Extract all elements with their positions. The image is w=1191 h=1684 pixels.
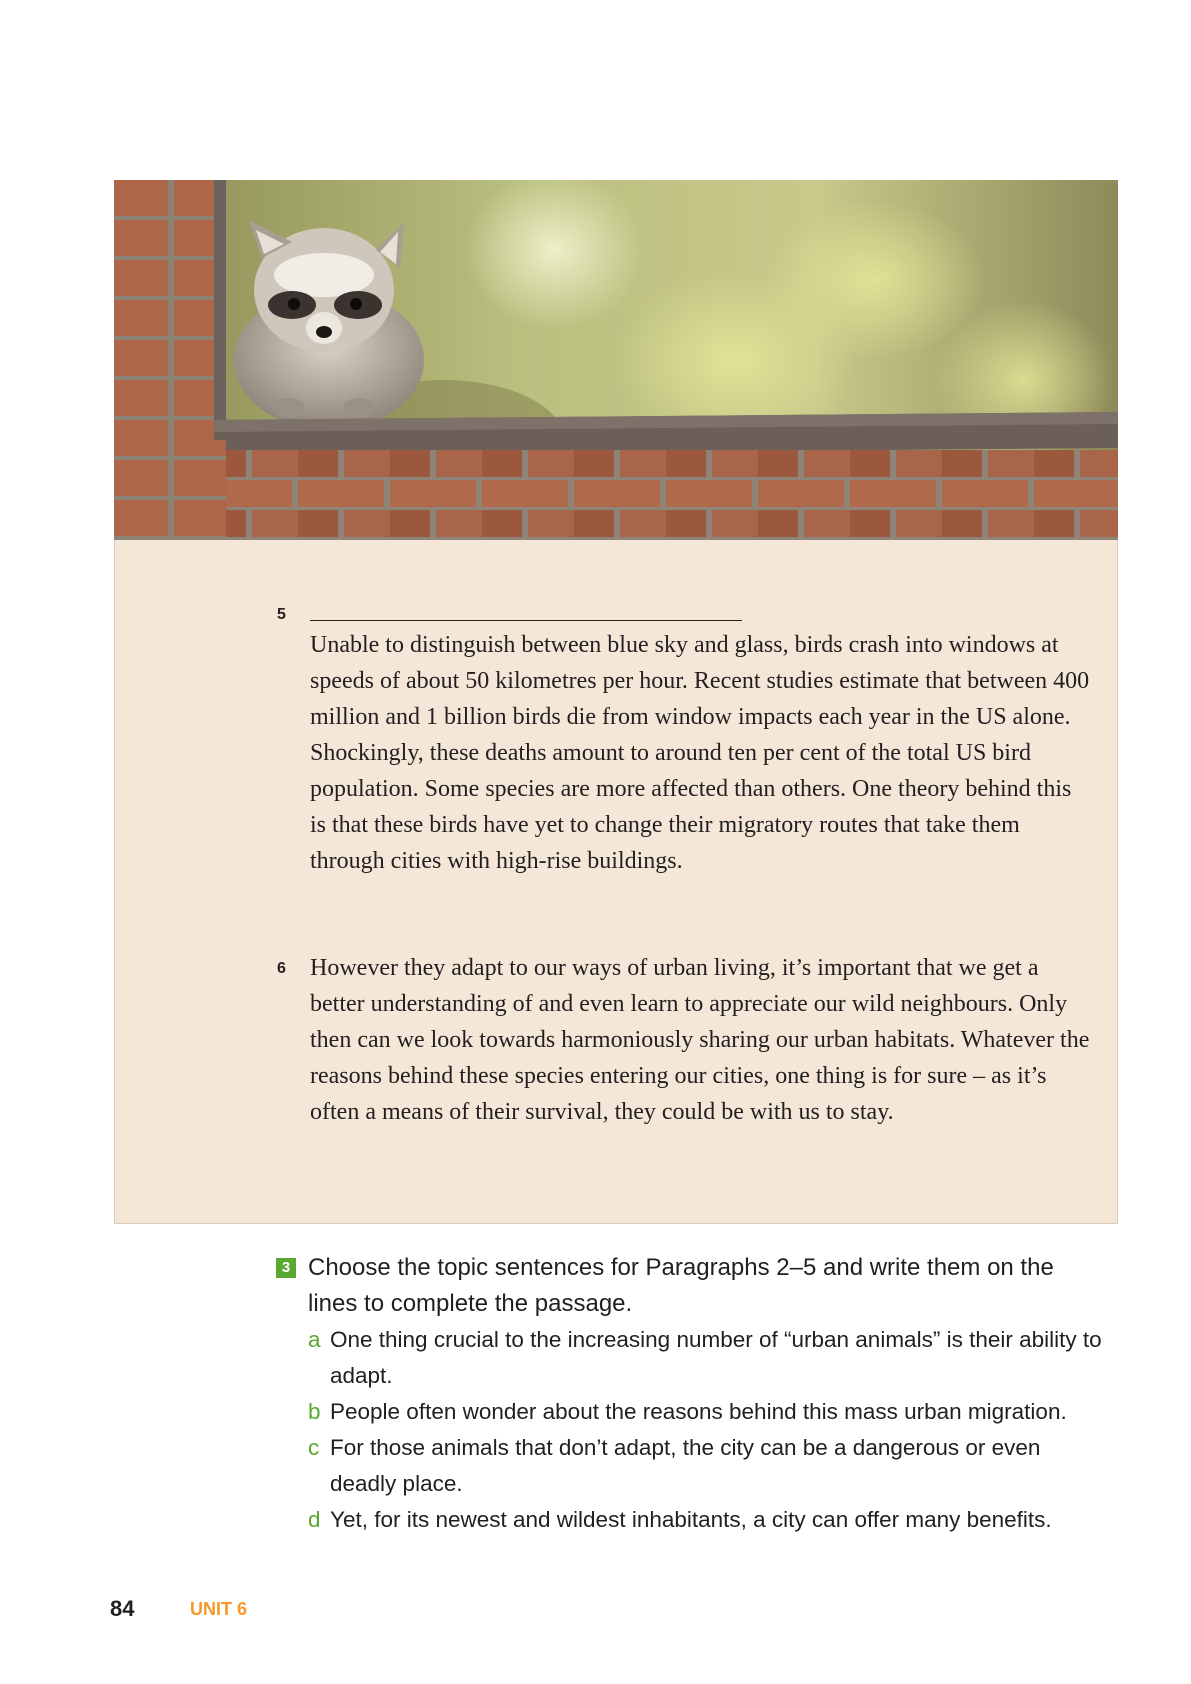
paragraph-number: 5 <box>277 606 286 623</box>
raccoon-photo <box>114 180 1118 540</box>
answer-option-b[interactable] <box>308 1394 1106 1430</box>
unit-label: UNIT 6 <box>190 1599 248 1619</box>
answer-option-a[interactable] <box>308 1322 1106 1394</box>
exercise-number-badge: 3 <box>276 1258 296 1278</box>
topic-sentence-blank-line[interactable] <box>310 598 742 621</box>
paragraph-6 <box>277 950 1090 1130</box>
page-number: 84 <box>110 1596 135 1621</box>
paragraph-text: However they adapt to our ways of urban living, it’s important that we get a better understanding of and even learn to appreciate our wild neighbours. Only then can we look towards harmoniously sharing our urban habitats. Whatever the reasons behind these species entering our cities, one thing is for sure – as it’s often a means of their survival, they could be with us to stay. <box>310 955 1090 1125</box>
option-letter: a <box>308 1327 321 1352</box>
option-text: People often wonder about the reasons behind this mass urban migration. <box>330 1399 1067 1424</box>
option-text: For those animals that don’t adapt, the city can be a dangerous or even deadly place. <box>330 1435 1041 1496</box>
option-letter: c <box>308 1435 320 1460</box>
exercise-3 <box>276 1250 1106 1538</box>
option-letter: b <box>308 1399 321 1424</box>
answer-option-c[interactable] <box>308 1430 1106 1502</box>
option-text: One thing crucial to the increasing number of “urban animals” is their ability to adapt. <box>330 1327 1102 1388</box>
answer-option-d[interactable] <box>308 1502 1106 1538</box>
reading-passage-box <box>114 540 1118 1224</box>
answer-options-list <box>276 1322 1106 1538</box>
exercise-instruction: Choose the topic sentences for Paragraphs 2–5 and write them on the lines to complete the passage. <box>308 1254 1054 1317</box>
paragraph-number: 6 <box>277 960 286 977</box>
option-letter: d <box>308 1507 321 1532</box>
option-text: Yet, for its newest and wildest inhabitants, a city can offer many benefits. <box>330 1507 1052 1532</box>
paragraph-text: Unable to distinguish between blue sky and glass, birds crash into windows at speeds of about 50 kilometres per hour. Recent studies estimate that between 400 million and 1 billion birds die from window impacts each year in the US alone. Shockingly, these deaths amount to around ten per cent of the total US bird population. Some species are more affected than others. One theory behind this is that these birds have yet to change their migratory routes that take them through cities with high-rise buildings. <box>310 632 1090 874</box>
paragraph-5 <box>277 598 1090 879</box>
